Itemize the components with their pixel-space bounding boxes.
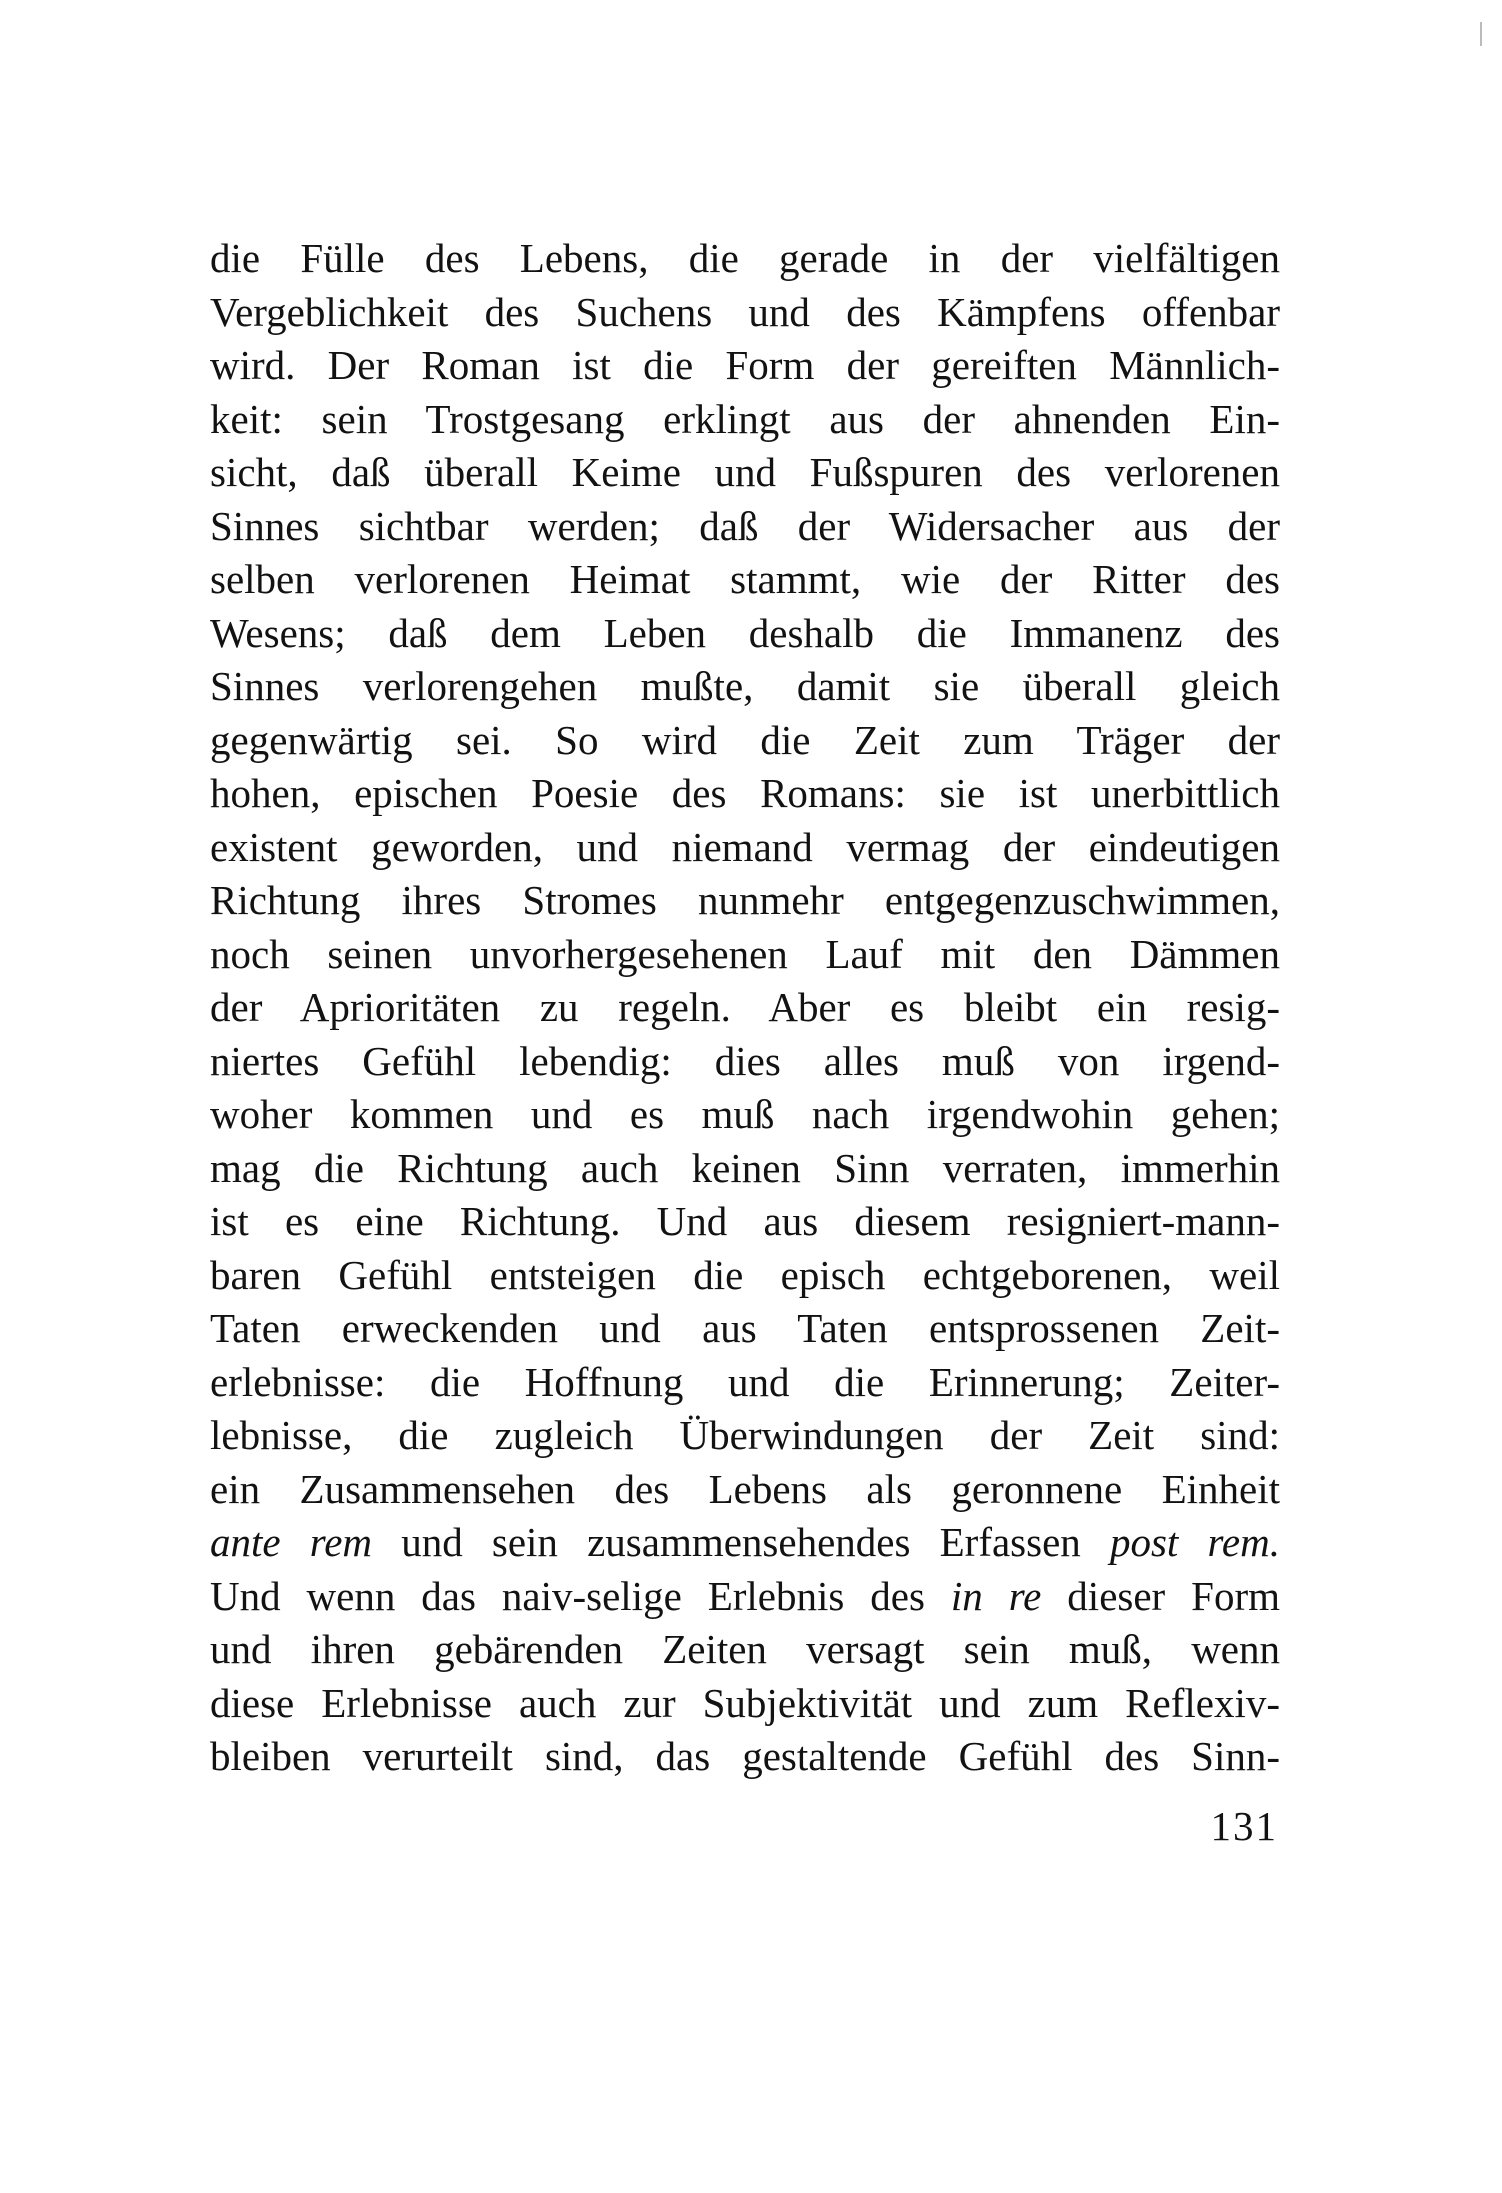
text-line: wird. Der Roman ist die Form der gereiften Männlich- (210, 342, 1280, 388)
text-line: und ihren gebärenden Zeiten versagt sein muß, wenn (210, 1626, 1280, 1672)
text-line: hohen, epischen Poesie des Romans: sie ist unerbittlich (210, 770, 1280, 816)
text-line: lebnisse, die zugleich Überwindungen der Zeit sind: (210, 1412, 1280, 1458)
text-line: ein Zusammensehen des Lebens als geronnene Einheit (210, 1465, 1280, 1512)
text-line: Taten erweckenden und aus Taten entsprossenen Zeit- (210, 1305, 1280, 1351)
text-line: Vergeblichkeit des Suchens und des Kämpfens offenbar (210, 288, 1280, 335)
text-line: Sinnes verlorengehen mußte, damit sie überall gleich (210, 663, 1280, 709)
text-line: bleiben verurteilt sind, das gestaltende Gefühl des Sinn- (210, 1733, 1280, 1779)
text-line: gegenwärtig sei. So wird die Zeit zum Träger der (210, 716, 1280, 763)
text-line: der Aprioritäten zu regeln. Aber es bleibt ein resig- (210, 984, 1280, 1030)
text-line: sicht, daß überall Keime und Fußspuren des verlorenen (210, 449, 1280, 495)
text-line: keit: sein Trostgesang erklingt aus der ahnenden Ein- (210, 395, 1280, 442)
italic-term: ante rem (210, 1519, 373, 1565)
text-line: ist es eine Richtung. Und aus diesem resigniert-mann- (210, 1198, 1280, 1244)
text-line: selben verlorenen Heimat stammt, wie der Ritter des (210, 556, 1280, 602)
text-line: mag die Richtung auch keinen Sinn verraten, immerhin (210, 1144, 1280, 1191)
text-line: niertes Gefühl lebendig: dies alles muß von irgend- (210, 1037, 1280, 1084)
body-text (210, 232, 1280, 1784)
italic-term: post rem. (1109, 1519, 1280, 1565)
text-line: Und wenn das naiv-selige Erlebnis des in re dieser Form (210, 1572, 1280, 1619)
text-line: diese Erlebnisse auch zur Subjektivität und zum Reflexiv- (210, 1679, 1280, 1726)
text-line: baren Gefühl entsteigen die episch echtgeborenen, weil (210, 1251, 1280, 1298)
scan-edge-mark (1480, 22, 1482, 46)
page-number: 131 (1210, 1803, 1278, 1849)
text-line: woher kommen und es muß nach irgendwohin gehen; (210, 1091, 1280, 1137)
text-line: Richtung ihres Stromes nunmehr entgegenzuschwimmen, (210, 877, 1280, 923)
text-line: noch seinen unvorhergesehenen Lauf mit den Dämmen (210, 930, 1280, 977)
text-line: Sinnes sichtbar werden; daß der Widersacher aus der (210, 502, 1280, 549)
text-line: die Fülle des Lebens, die gerade in der vielfältigen (210, 235, 1280, 281)
text-line: erlebnisse: die Hoffnung und die Erinnerung; Zeiter- (210, 1358, 1280, 1405)
text-line: ante rem und sein zusammensehendes Erfassen post rem. (210, 1519, 1280, 1565)
italic-term: in re (950, 1572, 1042, 1619)
text-line: existent geworden, und niemand vermag der eindeutigen (210, 823, 1280, 870)
text-line: Wesens; daß dem Leben deshalb die Immanenz des (210, 609, 1280, 656)
